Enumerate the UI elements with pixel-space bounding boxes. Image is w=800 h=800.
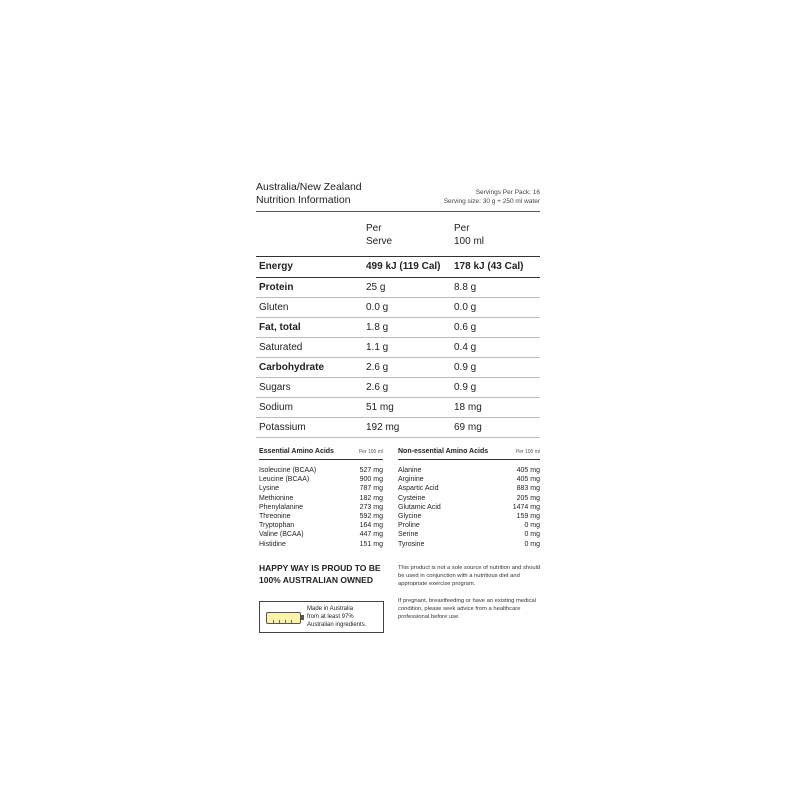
nutrient-per-serve: 2.6 g — [366, 382, 389, 393]
per-100-header-line1: Per — [454, 223, 470, 234]
nutrient-row-energy — [256, 256, 540, 278]
amino-acid-name: Alanine — [398, 467, 422, 474]
bar-tick — [285, 620, 286, 623]
disclaimer-notes — [398, 564, 548, 629]
nutrient-name: Carbohydrate — [259, 362, 325, 373]
nutrient-row-carbohydrate — [256, 358, 540, 378]
proud-line-2: 100% AUSTRALIAN OWNED — [259, 575, 373, 585]
nutrient-row-potassium — [256, 418, 540, 438]
amino-acid-row — [398, 503, 540, 512]
nutrient-name: Energy — [259, 261, 293, 272]
badge-text — [307, 605, 366, 629]
amino-acid-value: 0 mg — [524, 531, 540, 539]
per-serve-header-line2: Serve — [366, 236, 393, 247]
badge-line-2: from at least 97% — [307, 614, 354, 620]
amino-acid-value: 405 mg — [516, 467, 540, 474]
nutrient-per-100: 0.0 g — [454, 302, 477, 313]
essential-amino-list — [259, 466, 383, 549]
amino-acid-value: 447 mg — [359, 531, 383, 539]
amino-acid-value: 182 mg — [359, 494, 383, 502]
badge-line-3: Australian ingredients. — [307, 622, 367, 628]
nutrient-per-serve: 499 kJ (119 Cal) — [366, 261, 441, 272]
amino-acid-value: 159 mg — [516, 512, 540, 520]
amino-acid-value: 164 mg — [359, 522, 383, 530]
amino-acid-row — [398, 475, 540, 484]
nonessential-amino-list — [398, 466, 540, 549]
amino-acid-row — [259, 540, 383, 549]
amino-acid-value: 151 mg — [359, 540, 383, 548]
nonessential-amino-acids — [398, 448, 540, 549]
sole-source-note: This product is not a sole source of nutrition and should be used in conjunction with a nutritious diet and appropriate exercise program. — [398, 565, 541, 588]
amino-acid-value: 1474 mg — [512, 503, 540, 511]
nutrient-per-100: 0.9 g — [454, 382, 477, 393]
nutrient-name: Sugars — [259, 382, 291, 393]
amino-acid-value: 592 mg — [359, 512, 383, 520]
title-line-2: Nutrition Information — [256, 194, 351, 206]
amino-acids-section — [256, 448, 540, 558]
amino-acid-value: 787 mg — [359, 485, 383, 493]
amino-acid-name: Threonine — [259, 512, 291, 520]
amino-acid-row — [259, 494, 383, 503]
nutrient-name: Protein — [259, 282, 294, 293]
nutrient-per-serve: 1.8 g — [366, 322, 389, 333]
amino-acid-value: 405 mg — [516, 476, 540, 484]
nutrient-row-protein — [256, 278, 540, 298]
per-100-header — [454, 222, 484, 248]
amino-acid-name: Isoleucine (BCAA) — [259, 467, 317, 474]
nutrient-per-serve: 2.6 g — [366, 362, 389, 373]
nutrient-name: Gluten — [259, 302, 289, 313]
amino-acid-name: Lysine — [259, 485, 279, 493]
panel-header — [256, 181, 540, 212]
amino-acid-name: Tyrosine — [398, 540, 425, 548]
servings-per-pack: Servings Per Pack: 16 — [475, 189, 540, 196]
essential-amino-acids — [259, 448, 383, 549]
amino-acid-name: Proline — [398, 522, 420, 530]
bar-tick — [279, 620, 280, 623]
nutrient-row-gluten — [256, 298, 540, 318]
essential-amino-title: Essential Amino Acids — [259, 448, 334, 455]
bar-tick — [291, 620, 292, 623]
amino-acid-row — [259, 512, 383, 521]
nutrient-per-serve: 1.1 g — [366, 342, 389, 353]
made-in-australia-badge — [259, 601, 384, 633]
nutrient-name: Sodium — [259, 402, 293, 413]
essential-amino-header — [259, 448, 383, 460]
nutrient-row-fat-total — [256, 318, 540, 338]
amino-acid-name: Leucine (BCAA) — [259, 476, 310, 484]
title-line-1: Australia/New Zealand — [256, 181, 362, 193]
amino-acid-name: Arginine — [398, 476, 424, 484]
nutrient-row-sugars — [256, 378, 540, 398]
badge-line-1: Made in Australia — [307, 606, 354, 612]
ingredient-bar-icon — [266, 612, 301, 624]
medical-advice-note: If pregnant, breastfeeding or have an existing medical condition, please seek advice from a healthcare professional before use. — [398, 597, 536, 621]
amino-acid-name: Histidine — [259, 540, 286, 548]
australian-owned-statement — [259, 562, 394, 586]
nonessential-amino-header — [398, 448, 540, 460]
amino-acid-row — [398, 530, 540, 539]
per-serve-header-line1: Per — [366, 223, 382, 234]
per-100-header-line2: 100 ml — [454, 236, 485, 247]
nutrient-per-serve: 0.0 g — [366, 302, 389, 313]
nutrient-per-serve: 25 g — [366, 282, 386, 293]
nutrition-panel — [256, 181, 540, 558]
nutrient-per-100: 69 mg — [454, 422, 482, 433]
amino-acid-row — [398, 494, 540, 503]
amino-acid-row — [259, 503, 383, 512]
nutrient-per-100: 18 mg — [454, 402, 482, 413]
amino-acid-name: Cysteine — [398, 494, 426, 502]
proud-line-1: HAPPY WAY IS PROUD TO BE — [259, 563, 381, 573]
amino-acid-row — [259, 521, 383, 530]
amino-acid-name: Valine (BCAA) — [259, 531, 304, 539]
per-serve-header — [366, 222, 392, 248]
amino-acid-name: Phenylalanine — [259, 503, 303, 511]
amino-acid-value: 273 mg — [359, 503, 383, 511]
nutrient-per-100: 0.9 g — [454, 362, 477, 373]
amino-acid-value: 883 mg — [516, 485, 540, 493]
nutrient-row-sodium — [256, 398, 540, 418]
nutrient-per-100: 8.8 g — [454, 282, 477, 293]
amino-acid-value: 900 mg — [359, 476, 383, 484]
nutrient-name: Saturated — [259, 342, 303, 353]
amino-acid-name: Aspartic Acid — [398, 485, 439, 493]
amino-acid-name: Methionine — [259, 494, 294, 502]
serving-info — [444, 188, 540, 206]
amino-acid-row — [398, 521, 540, 530]
nutrient-name: Fat, total — [259, 322, 301, 333]
nutrient-name: Potassium — [259, 422, 306, 433]
nonessential-amino-title: Non-essential Amino Acids — [398, 448, 489, 455]
serving-size: Serving size: 30 g + 250 ml water — [443, 198, 540, 205]
nutrient-per-100: 0.4 g — [454, 342, 477, 353]
amino-acid-row — [259, 484, 383, 493]
amino-acid-row — [398, 512, 540, 521]
essential-amino-unit: Per 100 ml — [358, 449, 383, 455]
nutrient-row-saturated — [256, 338, 540, 358]
amino-acid-row — [398, 484, 540, 493]
amino-acid-name: Glycine — [398, 512, 422, 520]
panel-title — [256, 181, 362, 207]
nutrient-per-serve: 192 mg — [366, 422, 400, 433]
column-headers — [256, 222, 540, 256]
amino-acid-value: 0 mg — [524, 522, 540, 530]
nutrient-per-100: 178 kJ (43 Cal) — [454, 261, 524, 272]
amino-acid-row — [259, 475, 383, 484]
amino-acid-row — [398, 466, 540, 475]
amino-acid-value: 527 mg — [359, 467, 383, 474]
nutrient-per-serve: 51 mg — [366, 402, 394, 413]
amino-acid-name: Glutamic Acid — [398, 503, 441, 511]
amino-acid-row — [259, 466, 383, 475]
amino-acid-value: 205 mg — [516, 494, 540, 502]
amino-acid-name: Tryptophan — [259, 522, 295, 530]
amino-acid-row — [398, 540, 540, 549]
nutrient-per-100: 0.6 g — [454, 322, 477, 333]
nonessential-amino-unit: Per 100 ml — [515, 449, 540, 455]
bar-tick — [273, 620, 274, 623]
amino-acid-row — [259, 530, 383, 539]
amino-acid-value: 0 mg — [524, 540, 540, 548]
amino-acid-name: Serine — [398, 531, 419, 539]
